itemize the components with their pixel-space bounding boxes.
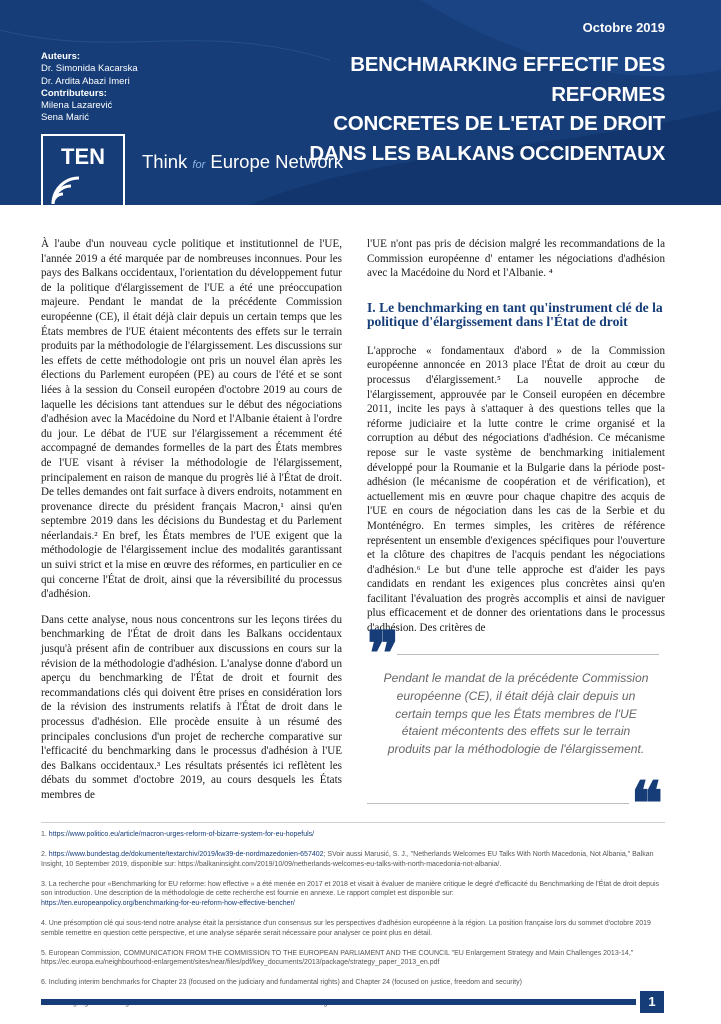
footnote: [41, 919, 665, 938]
column-left: [41, 237, 342, 814]
footnote-separator: [41, 822, 665, 823]
footnote-number: 6.: [41, 979, 47, 987]
footnote-text: La recherche pour «Benchmarking for EU reforme: how effective » a été menée en 2017 et 2018 et visait à évaluer de manière critique le degré d'efficacité du Benchmarking de l'État de droit depuis son introduction. Une description de la méthodologie de cette recherche est fournie en annexe. Le rapport complet est disponible sur:: [41, 880, 660, 898]
network-name: [142, 151, 343, 173]
footnote: [41, 978, 665, 988]
section-heading: I. Le benchmarking en tant qu'instrument clé de la politique d'élargissement dans l'État de droit: [367, 299, 663, 330]
page-number: 1: [640, 991, 664, 1013]
network-rest: Europe Network: [210, 151, 344, 172]
footnote-number: 4.: [41, 920, 47, 928]
publication-date: Octobre 2019: [582, 20, 665, 35]
authors-label: Auteurs:: [41, 51, 81, 62]
body-paragraph: L'approche « fondamentaux d'abord » de la Commission européenne annoncée en 2013 place l'État de droit au cœur du processus d'élargissement.⁵ La nouvelle approche de l'élargissement, approuvée par le Conseil européen en décembre 2011, incite les pays à s'attaquer à des questions telles que la réforme judiciaire et la lutte contre le crime organisé et la corruption au début des négociations d'adhésion. Ce mécanisme repose sur le vaste système de benchmarking initialement développé pour la Roumanie et la Bulgarie dans la période post-adhésion (le mécanisme de coopération et de vérification), et actuellement mis en œuvre pour chaque chapitre des acquis de l'UE en cours de négociation dans les cas de la Serbie et du Monténégro. En termes simples, les critères de référence représentent un ensemble d'exigences spécifiques pour l'ouverture et la clôture des chapitres de l'acquis pendant les négociations d'adhésion.⁶ Le but d'une telle approche est d'aider les pays candidats en rendant les exigences plus concrètes ainsi qu'en facilitant l'évaluation des progrès accomplis et ainsi de naviguer plus efficacement et de donner des orientations dans le processus d'adhésion. Des critères de: [367, 344, 665, 635]
footnote-text: ; SVoir aussi Marusić, S. J., "Netherlands Welcomes EU Talks With North Macedonia, Not Albania," Balkan Insight, 10 September 2019, disponible sur: https://balkaninsight.com/2019/10/09/netherlands-welcomes-eu-talks-with-north-macedonia-not-albania/.: [41, 851, 654, 868]
body-paragraph: l'UE n'ont pas pris de décision malgré les recommandations de la Commission européenne d' entamer les négociations d'adhésion avec la Macédoine du Nord et l'Albanie. ⁴: [367, 238, 665, 280]
footnotes: [41, 830, 665, 1019]
author-name: Dr. Simonida Kacarska: [41, 63, 138, 75]
footnote-number: 3.: [41, 880, 47, 888]
footnote-text: Including interim benchmarks for Chapter 23 (focused on the judiciary and fundamental rights) and Chapter 24 (focused on justice, freedom and security): [48, 979, 522, 987]
network-think: Think: [142, 151, 188, 172]
footnote: [41, 830, 665, 840]
quote-top-rule: [397, 654, 659, 655]
column-right: [367, 237, 665, 647]
footnote: [41, 880, 665, 909]
footnote-number: 1.: [41, 831, 47, 838]
contributor-name: Sena Marić: [41, 112, 90, 124]
footnote-link[interactable]: https://www.politico.eu/article/macron-urges-reform-of-bizarre-system-for-eu-hopefuls/: [48, 831, 315, 838]
quote-text: Pendant le mandat de la précédente Commission européenne (CE), il était déjà clair depuis un certain temps que les États membres de l'UE étaient mécontents des effets sur le terrain produits par la méthodologie de l'élargissement.: [383, 671, 649, 757]
footnote-text: European Commission, COMMUNICATION FROM THE COMMISSION TO THE EUROPEAN PARLIAMENT AND THE COUNCIL "EU Enlargement Strategy and Main Challenges 2013-14," https://ec.europa.eu/neighbourhood-enlargement/sites/near/files/pdf/key_documents/2013/package/strategy_paper_2013_en.pdf: [41, 949, 634, 967]
header-banner: [0, 0, 721, 205]
title-line: CONCRETES DE L'ETAT DE DROIT: [333, 112, 665, 135]
footer-bar: [41, 999, 636, 1005]
title-line: BENCHMARKING EFFECTIF DES REFORMES: [350, 53, 665, 106]
open-quote-icon: ❞: [367, 620, 400, 687]
contributor-name: Milena Lazarević: [41, 100, 113, 112]
authors-block: [41, 51, 241, 125]
footnote-text: Une présomption clé qui sous-tend notre analyse était la persistance d'un consensus sur les perspectives d'adhésion européenne à la région. La position française lors du sommet d'octobre 2019 semble remettre en question cette perspective, et une analyse séparée serait nécessaire pour analyser ce point plus en détail.: [41, 920, 651, 937]
network-for: for: [192, 159, 206, 171]
contributors-label: Contributeurs:: [41, 87, 107, 99]
pull-quote: [367, 620, 665, 837]
logo-text: TEN: [61, 144, 105, 169]
title-line: DANS LES BALKANS OCCIDENTAUX: [309, 141, 665, 165]
close-quote-icon: ❝: [630, 770, 663, 837]
footnote-number: 2.: [41, 851, 47, 859]
footnote: [41, 850, 665, 869]
body-paragraph: À l'aube d'un nouveau cycle politique et institutionnel de l'UE, l'année 2019 a été marquée par de nombreuses inconnues. Pour les pays des Balkans occidentaux, l'orientation du développement futur de la politique d'élargissement de l'UE a été une préoccupation majeure. Pendant le mandat de la précédente Commission européenne (CE), il était déjà clair depuis un certain temps que les États membres de l'UE étaient mécontents des effets sur le terrain produits par la méthodologie de l'élargissement. Les discussions sur les effets de cette méthodologie ont pris un nouvel élan après les élections du Parlement européen (PE) au cours de l'été et se sont liées à la session du Conseil européen d'octobre 2019 au cours de laquelle les décisions tant attendues sur le début des négociations d'adhésion avec la Macédoine du Nord et l'Albanie étaient à l'ordre du jour. Le débat de l'UE sur l'élargissement a récemment été accompagné de demandes formelles de la part des États membres de l'UE visant à réviser la méthodologie de l'élargissement, principalement en raison de manque du progrès lié à l'État de droit. De telles demandes ont fait surface à divers endroits, notamment en provenance directe du président français Macron,¹ ainsi qu'en septembre 2019 dans les décisions du Bundestag et du Parlement néerlandais.² En bref, les États membres de l'UE exigent que la méthodologie de l'élargissement inclue des modalités garantissant un suivi strict et la mise en œuvre des réformes, en particulier en ce qui concerne l'État de droit, ainsi que la réversibilité du processus d'adhésion.: [41, 238, 342, 601]
author-name: Dr. Ardita Abazi Imeri: [41, 75, 130, 87]
footnote-link[interactable]: https://ten.europeanpolicy.org/benchmarking-for-eu-reform-how-effective-bencher/: [41, 899, 295, 907]
body-paragraph: Dans cette analyse, nous nous concentrons sur les leçons tirées du benchmarking de l'État de droit dans les Balkans occidentaux jusqu'à présent afin de contribuer aux discussions en cours sur la révision de la méthodologie d'adhésion. L'analyse donne d'abord un aperçu du benchmarking de l'État de droit et fournit des recommandations clés qui doivent être prises en considération lors de la révision des instruments relatifs à l'État de droit dans le processus d'adhésion. Elle procède ensuite à un résumé des principales conclusions d'un projet de recherche comparative sur l'efficacité du benchmarking dans le processus d'adhésion à l'UE des Balkans occidentaux.³ Les résultats présentés ici reflètent les débats du sommet d'octobre 2019, au cours desquels les États membres de: [41, 613, 342, 801]
quote-bottom-rule: [367, 803, 629, 804]
ten-logo: [41, 134, 125, 205]
footnote-number: 5.: [41, 949, 47, 957]
signal-waves-icon: [51, 176, 91, 205]
footnote-link[interactable]: https://www.bundestag.de/dokumente/textarchiv/2019/kw39-de-nordmazedonien-657402: [48, 851, 324, 859]
footnote: [41, 949, 665, 968]
